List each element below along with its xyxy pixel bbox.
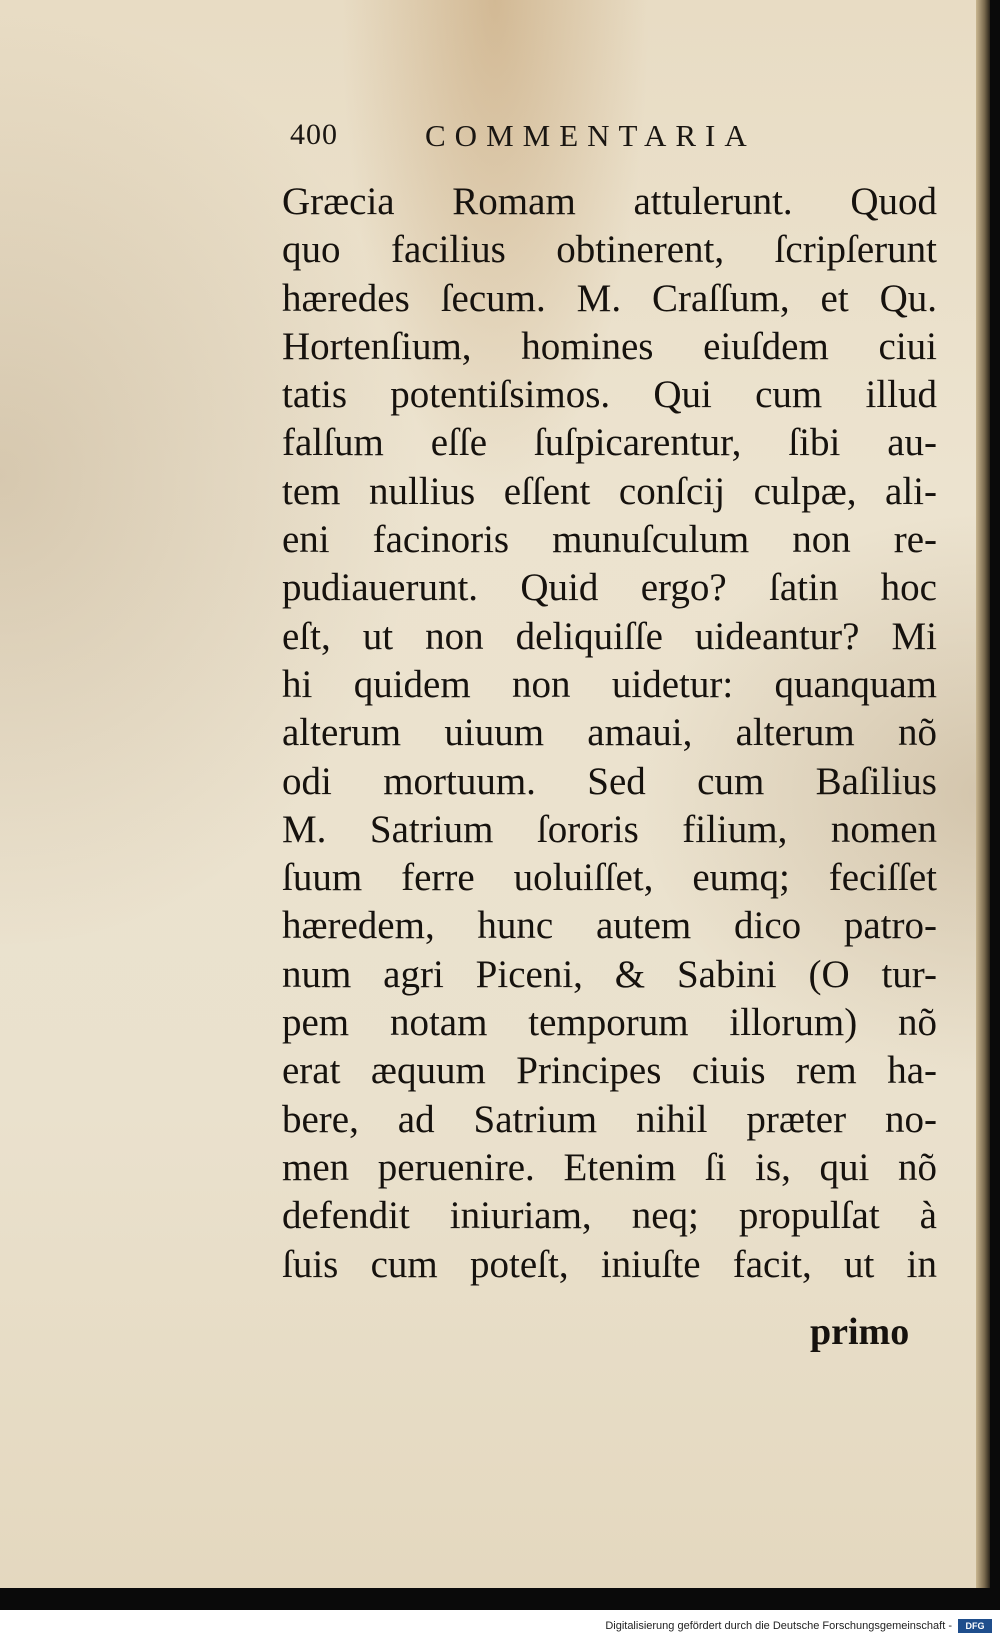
text-line: odi mortuum. Sed cum Baſilius bbox=[282, 759, 937, 803]
body-text bbox=[282, 178, 942, 1289]
text-line: M. Satrium ſororis filium, nomen bbox=[282, 807, 937, 851]
digitization-footer bbox=[0, 1610, 1000, 1644]
text-line: hi quidem non uidetur: quanquam bbox=[282, 662, 937, 706]
text-line: hæredem, hunc autem dico patro- bbox=[282, 904, 937, 948]
text-line: falſum eſſe ſuſpicarentur, ſibi au- bbox=[282, 421, 937, 465]
text-line: erat æquum Principes ciuis rem ha- bbox=[282, 1049, 937, 1093]
text-line: defendit iniuriam, neq; propulſat à bbox=[282, 1194, 937, 1238]
page-header bbox=[290, 118, 910, 158]
text-line: Græcia Romam attulerunt. Quod bbox=[282, 180, 937, 223]
text-line: ſuum ferre uoluiſſet, eumq; feciſſet bbox=[282, 856, 937, 900]
text-line: hæredes ſecum. M. Craſſum, et Qu. bbox=[282, 276, 937, 320]
page-edge bbox=[976, 0, 990, 1588]
text-line: eſt, ut non deliquiſſe uideantur? Mi bbox=[282, 614, 937, 658]
running-head: COMMENTARIA bbox=[425, 118, 756, 153]
text-line: men peruenire. Etenim ſi is, qui nõ bbox=[282, 1145, 937, 1189]
dfg-logo: DFG bbox=[958, 1619, 992, 1633]
text-line: pudiauerunt. Quid ergo? ſatin hoc bbox=[282, 566, 937, 610]
text-line: alterum uiuum amaui, alterum nõ bbox=[282, 711, 937, 755]
text-line: ſuis cum poteſt, iniuſte facit, ut in bbox=[282, 1242, 937, 1286]
text-line: tem nullius eſſent conſcij culpæ, ali- bbox=[282, 469, 937, 513]
page-number: 400 bbox=[290, 118, 338, 151]
funding-credit: Digitalisierung gefördert durch die Deutsche Forschungsgemeinschaft - bbox=[605, 1620, 952, 1632]
text-line: quo facilius obtinerent, ſcripſerunt bbox=[282, 228, 937, 272]
text-line: pem notam temporum illorum) nõ bbox=[282, 1001, 937, 1045]
text-line: bere, ad Satrium nihil præter no- bbox=[282, 1097, 937, 1141]
text-line: tatis potentiſsimos. Qui cum illud bbox=[282, 373, 937, 417]
catchword: primo bbox=[810, 1311, 910, 1353]
text-line: eni facinoris munuſculum non re- bbox=[282, 518, 937, 562]
text-line: Hortenſium, homines eiuſdem ciui bbox=[282, 324, 937, 368]
text-line: num agri Piceni, & Sabini (O tur- bbox=[282, 952, 937, 996]
